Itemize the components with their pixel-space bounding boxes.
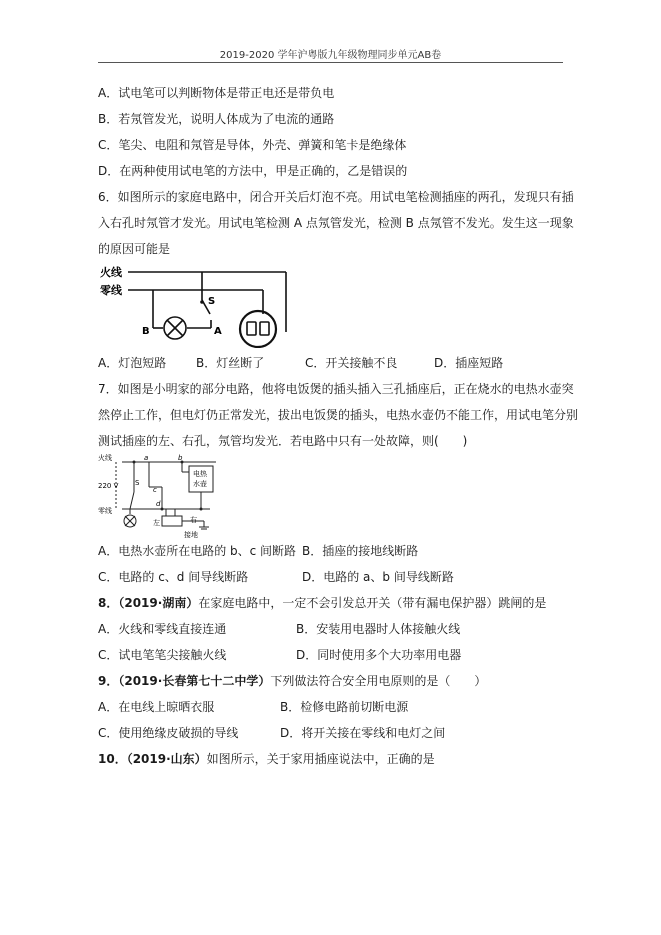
q7-circuit-figure (98, 452, 233, 540)
q8-number: 8． (98, 596, 119, 610)
q7-live-label: 火线 (98, 454, 112, 462)
q10-source: （2019·山东） (126, 752, 207, 766)
q10-number: 10． (98, 752, 127, 766)
q6-option-b: B．灯丝断了 (196, 356, 265, 370)
q6-switch-label: S (208, 296, 216, 307)
header-divider (98, 62, 563, 63)
q7-point-c-label: c (153, 486, 157, 494)
q6-option-d: D．插座短路 (434, 356, 504, 370)
q6-live-label: 火线 (100, 266, 122, 279)
q8-text: 在家庭电路中，一定不会引发总开关（带有漏电保护器）跳闸的是 (198, 596, 547, 610)
q9-number: 9． (98, 674, 119, 688)
q7-neutral-label: 零线 (98, 507, 112, 515)
q9-source: （2019·长春第七十二中学） (118, 674, 271, 688)
q8-option-d: D．同时使用多个大功率用电器 (296, 648, 462, 662)
q7-point-a-label: a (144, 454, 149, 462)
q6-stem-line1: 6．如图所示的家庭电路中，闭合开关后灯泡不亮。用试电笔检测插座的两孔，发现只有插 (98, 190, 574, 204)
q8-option-b: B．安装用电器时人体接触火线 (296, 622, 461, 636)
q9-stem (98, 672, 486, 690)
q7-option-b: B．插座的接地线断路 (302, 544, 419, 558)
q7-point-d-label: d (156, 500, 161, 508)
page-header: 2019-2020 学年沪粤版九年级物理同步单元AB卷 (219, 50, 442, 61)
q7-kettle-label-2: 水壶 (193, 480, 207, 488)
q7-option-d: D．电路的 a、b 间导线断路 (302, 570, 454, 584)
q9-option-b: B．检修电路前切断电源 (280, 700, 409, 714)
q7-option-a: A．电热水壶所在电路的 b、c 间断路 (98, 544, 297, 558)
q6-option-a: A．灯泡短路 (98, 356, 167, 370)
q7-ground-label: 接地 (184, 531, 198, 539)
q6-stem-line3: 的原因可能是 (98, 242, 171, 256)
q9-option-d: D．将开关接在零线和电灯之间 (280, 726, 446, 740)
q9-option-c: C．使用绝缘皮破损的导线 (98, 726, 239, 740)
q6-stem-line2: 入右孔时氖管才发光。用试电笔检测 A 点氖管发光，检测 B 点氖管不发光。发生这一现象 (98, 216, 574, 230)
q8-source: （2019·湖南） (118, 596, 199, 610)
q6-option-c: C．开关接触不良 (305, 356, 398, 370)
q8-stem (98, 594, 546, 612)
q8-option-a: A．火线和零线直接连通 (98, 622, 227, 636)
q10-text: 如图所示，关于家用插座说法中，正确的是 (206, 752, 435, 766)
q7-option-c: C．电路的 c、d 间导线断路 (98, 570, 249, 584)
q6-point-a-label: A (214, 326, 222, 337)
q7-point-b-label: b (178, 454, 183, 462)
q5-option-d: D．在两种使用试电笔的方法中，甲是正确的，乙是错误的 (98, 164, 408, 178)
q10-stem (98, 750, 435, 768)
q5-option-b: B．若氖管发光，说明人体成为了电流的通路 (98, 112, 335, 126)
q7-kettle-label-1: 电热 (193, 470, 207, 478)
q9-text: 下列做法符合安全用电原则的是（ ） (270, 674, 487, 688)
q7-stem-line2: 然停止工作，但电灯仍正常发光，拔出电饭煲的插头，电热水壶仍不能工作，用试电笔分别 (98, 408, 579, 422)
q7-left-label: 左 (153, 519, 160, 527)
q9-option-a: A．在电线上晾晒衣服 (98, 700, 215, 714)
q7-right-label: 右 (190, 516, 197, 524)
q7-stem-line3: 测试插座的左、右孔，氖管均发光．若电路中只有一处故障，则( ) (98, 434, 468, 448)
q5-option-c: C．笔尖、电阻和氖管是导体，外壳、弹簧和笔卡是绝缘体 (98, 138, 407, 152)
q6-circuit-figure (98, 262, 298, 348)
q7-voltage-label: 220 V (98, 482, 119, 490)
q7-stem-line1: 7．如图是小明家的部分电路，他将电饭煲的插头插入三孔插座后，正在烧水的电热水壶突 (98, 382, 574, 396)
q8-option-c: C．试电笔笔尖接触火线 (98, 648, 227, 662)
q6-point-b-label: B (142, 326, 150, 337)
q7-switch-label: S (135, 479, 140, 487)
q6-neutral-label: 零线 (100, 284, 122, 297)
q5-option-a: A．试电笔可以判断物体是带正电还是带负电 (98, 86, 335, 100)
